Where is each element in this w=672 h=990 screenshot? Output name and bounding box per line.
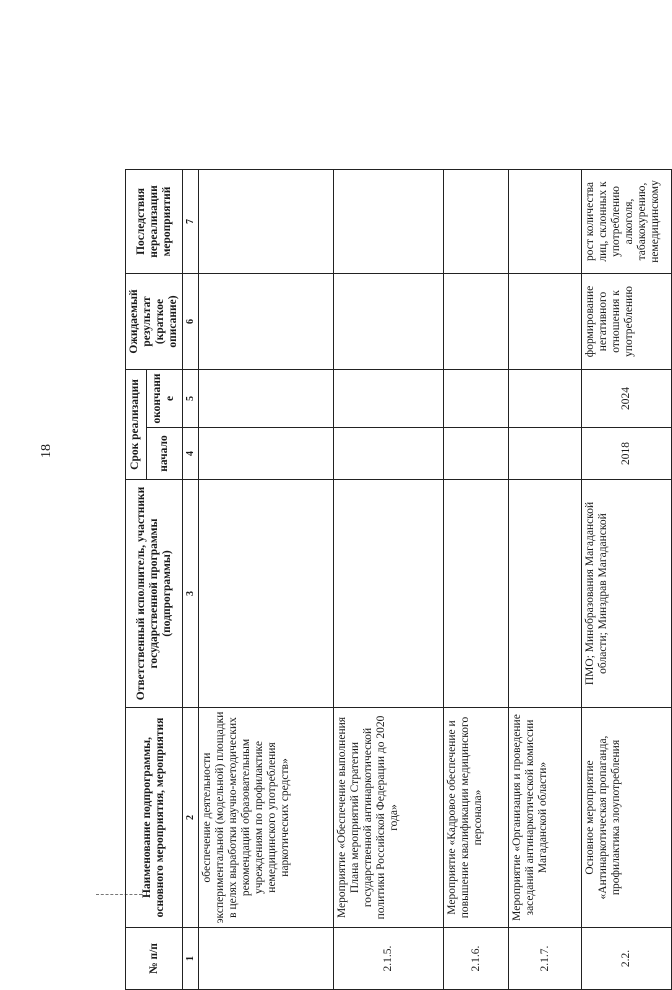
row-executor [199, 480, 334, 708]
row-consequences: рост количества лиц, склонных к употреблению алкоголя, табакокурению, немедицинскому [582, 169, 672, 273]
column-number: 3 [183, 480, 199, 708]
row-consequences [444, 169, 509, 273]
header-start: начало [146, 428, 182, 480]
header-expected: Ожидаемый результат (краткое описание) [126, 273, 183, 369]
column-number: 5 [183, 369, 199, 427]
table-row [334, 169, 444, 989]
column-number: 4 [183, 428, 199, 480]
header-consequences: Последствия нереализации мероприятий [126, 169, 183, 273]
row-num [199, 928, 334, 990]
row-start [444, 428, 509, 480]
row-num: 2.2. [582, 928, 672, 990]
header-executor: Ответственный исполнитель, участники государственной программы (подпрограммы) [126, 480, 183, 708]
row-consequences [334, 169, 444, 273]
row-end [444, 369, 509, 427]
document-sheet [125, 170, 661, 990]
column-number: 7 [183, 169, 199, 273]
table-row [509, 169, 582, 989]
row-consequences [509, 169, 582, 273]
header-term: Срок реализации [126, 369, 147, 479]
row-executor [444, 480, 509, 708]
row-start [509, 428, 582, 480]
row-executor [334, 480, 444, 708]
row-executor: ПМО; Минобразования Магаданской области; Минздрав Магаданской [582, 480, 672, 708]
row-expected [444, 273, 509, 369]
row-expected [334, 273, 444, 369]
table-row [582, 169, 672, 989]
row-start: 2018 [582, 428, 672, 480]
row-num: 2.1.5. [334, 928, 444, 990]
row-consequences [199, 169, 334, 273]
column-number-row [183, 169, 199, 989]
column-number: 1 [183, 928, 199, 990]
row-name: Мероприятие «Организация и проведение заседаний антинаркотической комиссии Магаданской области» [509, 708, 582, 928]
row-end: 2024 [582, 369, 672, 427]
row-executor [509, 480, 582, 708]
row-name: Основное мероприятие «Антинаркотическая пропаганда, профилактика злоупотребления [582, 708, 672, 928]
row-start [199, 428, 334, 480]
header-num: № п/п [126, 928, 183, 990]
row-expected [199, 273, 334, 369]
row-num: 2.1.7. [509, 928, 582, 990]
row-expected [509, 273, 582, 369]
header-end: окончание [146, 369, 182, 427]
row-name: обеспечение деятельности экспериментальной (модельной) площадки в целях выработки научно-методических рекомендаций образовательным учреждениям по профилактике немедицинского употребления наркотических средств» [199, 708, 334, 928]
row-expected: формирование негативного отношения к употреблению [582, 273, 672, 369]
table-row [444, 169, 509, 989]
row-name: Мероприятие «Кадровое обеспечение и повышение квалификации медицинского персонала» [444, 708, 509, 928]
measures-table [125, 169, 672, 990]
row-num: 2.1.6. [444, 928, 509, 990]
table-row [199, 169, 334, 989]
header-name: Наименование подпрограммы, основного мероприятия, мероприятия [126, 708, 183, 928]
row-end [199, 369, 334, 427]
row-start [334, 428, 444, 480]
row-name: Мероприятие «Обеспечение выполнения Плана мероприятий Стратегии государственной антинаркотической политики Российской Федерации до 2020 года» [334, 708, 444, 928]
header-row [126, 169, 147, 989]
column-number: 2 [183, 708, 199, 928]
column-number: 6 [183, 273, 199, 369]
page-number: 18 [39, 444, 54, 458]
row-end [509, 369, 582, 427]
row-end [334, 369, 444, 427]
